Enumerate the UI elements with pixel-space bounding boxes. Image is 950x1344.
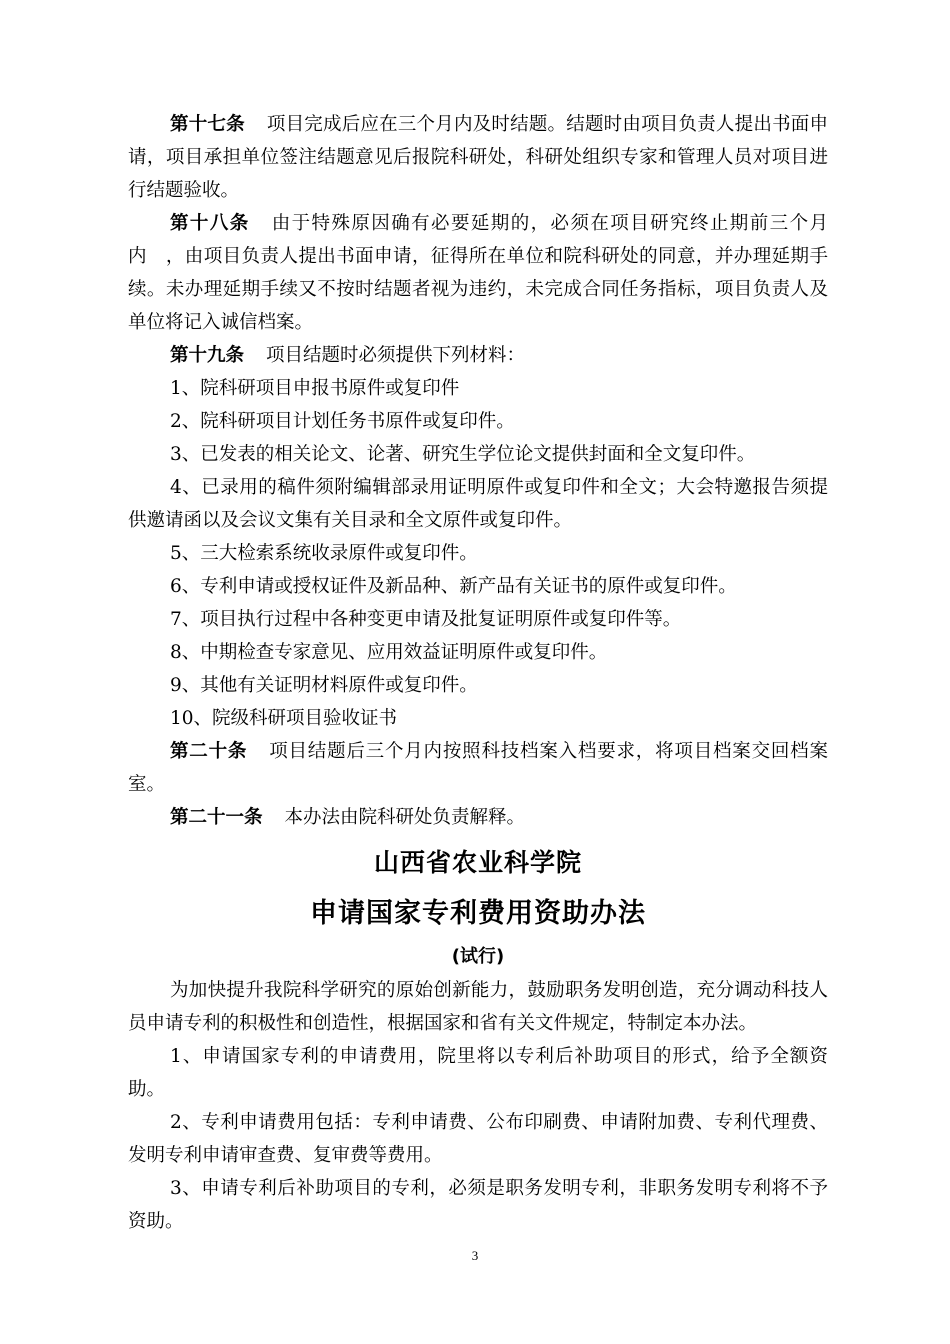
article-text: 项目完成后应在三个月内及时结题。结题时由项目负责人提出书面申请，项目承担单位签注结题意见后报院科研处，科研处组织专家和管理人员对项目进行结题验收。 (128, 114, 828, 201)
article-text: 本办法由院科研处负责解释。 (284, 807, 526, 828)
document-title-line2: 申请国家专利费用资助办法 (310, 898, 646, 929)
page-number: 3 (471, 1248, 479, 1263)
document-page (128, 108, 828, 1238)
document-title-line1: 山西省农业科学院 (373, 848, 582, 877)
list-item: 10、院级科研项目验收证书 (170, 708, 398, 729)
article-20 (128, 735, 828, 801)
list-item: 7、项目执行过程中各种变更申请及批复证明原件或复印件等。 (170, 609, 682, 630)
list-item: 3、已发表的相关论文、论著、研究生学位论文提供封面和全文复印件。 (170, 444, 756, 465)
list-item: 4、已录用的稿件须附编辑部录用证明原件或复印件和全文；大会特邀报告须提供邀请函以及会议文集有关目录和全文原件或复印件。 (128, 477, 828, 531)
article-label: 第十八条 (170, 213, 250, 234)
list-item: 2、专利申请费用包括：专利申请费、公布印刷费、申请附加费、专利代理费、发明专利申请审查费、复审费等费用。 (128, 1112, 828, 1166)
list-item: 5、三大检索系统收录原件或复印件。 (170, 543, 478, 564)
article-18 (128, 207, 828, 339)
article-17 (128, 108, 828, 207)
list-item: 6、专利申请或授权证件及新品种、新产品有关证书的原件或复印件。 (170, 576, 737, 597)
list-item: 2、院科研项目计划任务书原件或复印件。 (170, 411, 515, 432)
article-label: 第二十一条 (170, 807, 263, 828)
intro-paragraph: 为加快提升我院科学研究的原始创新能力，鼓励职务发明创造，充分调动科技人员申请专利的积极性和创造性，根据国家和省有关文件规定，特制定本办法。 (128, 980, 828, 1034)
document-subtitle: (试行) (451, 946, 505, 967)
article-text: 由于特殊原因确有必要延期的，必须在项目研究终止期前三个月内 ，由项目负责人提出书面申请，征得所在单位和院科研处的同意，并办理延期手续。未办理延期手续又不按时结题者视为违约，未完成合同任务指标，项目负责人及单位将记入诚信档案。 (128, 213, 828, 333)
list-item: 8、中期检查专家意见、应用效益证明原件或复印件。 (170, 642, 608, 663)
article-text: 项目结题时必须提供下列材料： (266, 345, 526, 366)
article-label: 第十九条 (170, 345, 245, 366)
list-item: 1、申请国家专利的申请费用，院里将以专利后补助项目的形式，给予全额资助。 (128, 1046, 828, 1100)
article-19 (128, 339, 828, 372)
article-text: 项目结题后三个月内按照科技档案入档要求，将项目档案交回档案室。 (128, 741, 828, 795)
list-item: 9、其他有关证明材料原件或复印件。 (170, 675, 478, 696)
article-label: 第二十条 (170, 741, 248, 762)
list-item: 3、申请专利后补助项目的专利，必须是职务发明专利，非职务发明专利将不予资助。 (128, 1178, 828, 1232)
article-label: 第十七条 (170, 114, 245, 135)
article-21 (128, 801, 828, 834)
list-item: 1、院科研项目申报书原件或复印件 (170, 378, 460, 399)
